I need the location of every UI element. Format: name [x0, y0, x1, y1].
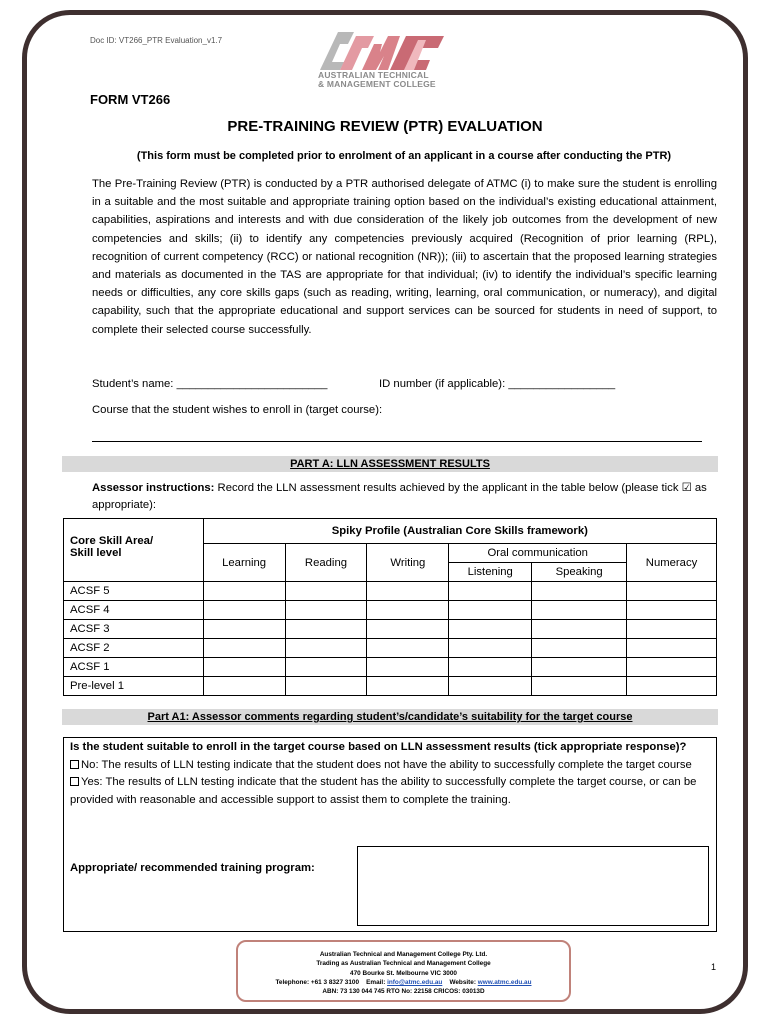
col-writing: Writing: [367, 544, 449, 582]
intro-paragraph: The Pre-Training Review (PTR) is conducted by a PTR authorised delegate of ATMC (i) to make sure the student is enrolling in a suitable and the most suitable and appropriate training option based on the individual’s existing educational attainment, capabilities, aspirations and interests and with due consideration of the likely job outcomes from the development of new competencies and skills; (ii) to identify any competencies previously acquired (Recognition of prior learning (RPL), recognition of current competency (RCC) or national recognition (NR)); (iii) to ascertain that the proposed learning strategies and materials as documented in the TAS are appropriate for that individual; (iv) to identify the individual’s specific learning needs or difficulties, any core skills gaps (such as reading, writing, learning, oral communication, or numeracy), and digital capability, such that the appropriate educational and support services can be sourced for students in need of support, to complete their selected course successfully.: [92, 178, 717, 336]
footer-website-link[interactable]: www.atmc.edu.au: [477, 978, 532, 986]
footer-email-label: Email:: [366, 978, 386, 986]
spiky-profile-header: Spiky Profile (Australian Core Skills framework): [203, 519, 716, 544]
option-no-text: No: The results of LLN testing indicate that the student does not have the ability to successfully complete the target course: [81, 758, 692, 771]
result-cell[interactable]: [203, 639, 285, 658]
result-cell[interactable]: [285, 620, 367, 639]
level-label: ACSF 1: [64, 658, 204, 677]
college-name-line1: AUSTRALIAN TECHNICAL: [318, 70, 429, 80]
footer-email-link[interactable]: info@atmc.edu.au: [387, 978, 443, 986]
result-cell[interactable]: [203, 620, 285, 639]
footer-contact: [236, 940, 571, 1002]
college-name: [318, 71, 436, 89]
footer-trading: Trading as Australian Technical and Management College: [316, 960, 491, 968]
assessor-instructions-text: Record the LLN assessment results achieved by the applicant in the table below (please tick ☑ as appropriate):: [92, 482, 707, 511]
suitability-question-block: [70, 739, 710, 809]
col-learning: Learning: [203, 544, 285, 582]
id-number-field[interactable]: ID number (if applicable): _________________: [379, 378, 616, 390]
page-subtitle: (This form must be completed prior to enrolment of an applicant in a course after conducting the PTR): [136, 150, 672, 162]
page-title: PRE-TRAINING REVIEW (PTR) EVALUATION: [227, 118, 543, 135]
level-label: ACSF 3: [64, 620, 204, 639]
course-field-label: Course that the student wishes to enroll in (target course):: [92, 404, 383, 416]
footer-website-label: Website:: [449, 978, 476, 986]
result-cell[interactable]: [449, 620, 532, 639]
level-label: Pre-level 1: [64, 677, 204, 696]
result-cell[interactable]: [627, 658, 717, 677]
result-cell[interactable]: [367, 658, 449, 677]
recommended-program-label: Appropriate/ recommended training program:: [70, 862, 315, 874]
form-number: FORM VT266: [90, 92, 171, 107]
doc-id: Doc ID: VT266_PTR Evaluation_v1.7: [90, 36, 223, 45]
core-skill-header-line1: Core Skill Area/: [70, 535, 154, 547]
result-cell[interactable]: [627, 677, 717, 696]
footer-company: Australian Technical and Management College Pty. Ltd.: [319, 951, 488, 958]
col-numeracy: Numeracy: [627, 544, 717, 582]
result-cell[interactable]: [203, 658, 285, 677]
result-cell[interactable]: [367, 677, 449, 696]
footer-registration: ABN: 73 130 044 745 RTO No: 22158 CRICOS: 03013D: [322, 988, 485, 996]
footer-contact-line: [238, 978, 569, 987]
result-cell[interactable]: [532, 620, 627, 639]
result-cell[interactable]: [203, 582, 285, 601]
result-cell[interactable]: [203, 677, 285, 696]
student-name-field[interactable]: Student’s name: ________________________: [92, 378, 328, 390]
assessor-instructions-label: Assessor instructions:: [92, 482, 215, 494]
footer-phone: Telephone: +61 3 8327 3100: [275, 978, 360, 986]
result-cell[interactable]: [532, 658, 627, 677]
logo-text: ATMC: [320, 66, 323, 67]
result-cell[interactable]: [449, 582, 532, 601]
col-listening: Listening: [449, 563, 532, 582]
result-cell[interactable]: [367, 582, 449, 601]
recommended-program-input[interactable]: [357, 846, 709, 926]
footer-address: 470 Bourke St. Melbourne VIC 3000: [350, 969, 457, 977]
result-cell[interactable]: [449, 639, 532, 658]
result-cell[interactable]: [367, 639, 449, 658]
yes-checkbox[interactable]: [70, 777, 79, 786]
level-label: ACSF 2: [64, 639, 204, 658]
col-speaking: Speaking: [532, 563, 627, 582]
assessor-instructions: [92, 480, 712, 513]
result-cell[interactable]: [532, 639, 627, 658]
result-cell[interactable]: [449, 658, 532, 677]
result-cell[interactable]: [367, 601, 449, 620]
result-cell[interactable]: [285, 677, 367, 696]
option-yes-text: Yes: The results of LLN testing indicate that the student has the ability to successfully complete the target course, or can be provided with reasonable and accessible support to assist them to complete the training.: [70, 776, 697, 806]
part-a1-heading: Part A1: Assessor comments regarding student’s/candidate’s suitability for the target course: [62, 709, 718, 725]
result-cell[interactable]: [532, 601, 627, 620]
page-number: 1: [711, 962, 717, 972]
course-field-line[interactable]: [92, 441, 702, 442]
no-checkbox[interactable]: [70, 760, 79, 769]
core-skill-header: [64, 519, 204, 582]
col-reading: Reading: [285, 544, 367, 582]
level-label: ACSF 4: [64, 601, 204, 620]
result-cell[interactable]: [285, 582, 367, 601]
result-cell[interactable]: [627, 601, 717, 620]
part-a-heading: PART A: LLN ASSESSMENT RESULTS: [62, 456, 718, 472]
result-cell[interactable]: [532, 677, 627, 696]
result-cell[interactable]: [203, 601, 285, 620]
result-cell[interactable]: [285, 658, 367, 677]
atmc-logo-mark: [320, 32, 444, 70]
result-cell[interactable]: [627, 620, 717, 639]
result-cell[interactable]: [449, 601, 532, 620]
core-skill-header-line2: Skill level: [70, 547, 122, 559]
result-cell[interactable]: [367, 620, 449, 639]
result-cell[interactable]: [285, 639, 367, 658]
suitability-question: Is the student suitable to enroll in the target course based on LLN assessment results (tick appropriate response)?: [70, 741, 687, 753]
level-label: ACSF 5: [64, 582, 204, 601]
result-cell[interactable]: [627, 639, 717, 658]
lln-results-table: [63, 518, 717, 696]
result-cell[interactable]: [532, 582, 627, 601]
result-cell[interactable]: [285, 601, 367, 620]
result-cell[interactable]: [449, 677, 532, 696]
result-cell[interactable]: [627, 582, 717, 601]
college-name-line2: & MANAGEMENT COLLEGE: [318, 79, 436, 89]
col-oral-communication: Oral communication: [449, 544, 627, 563]
